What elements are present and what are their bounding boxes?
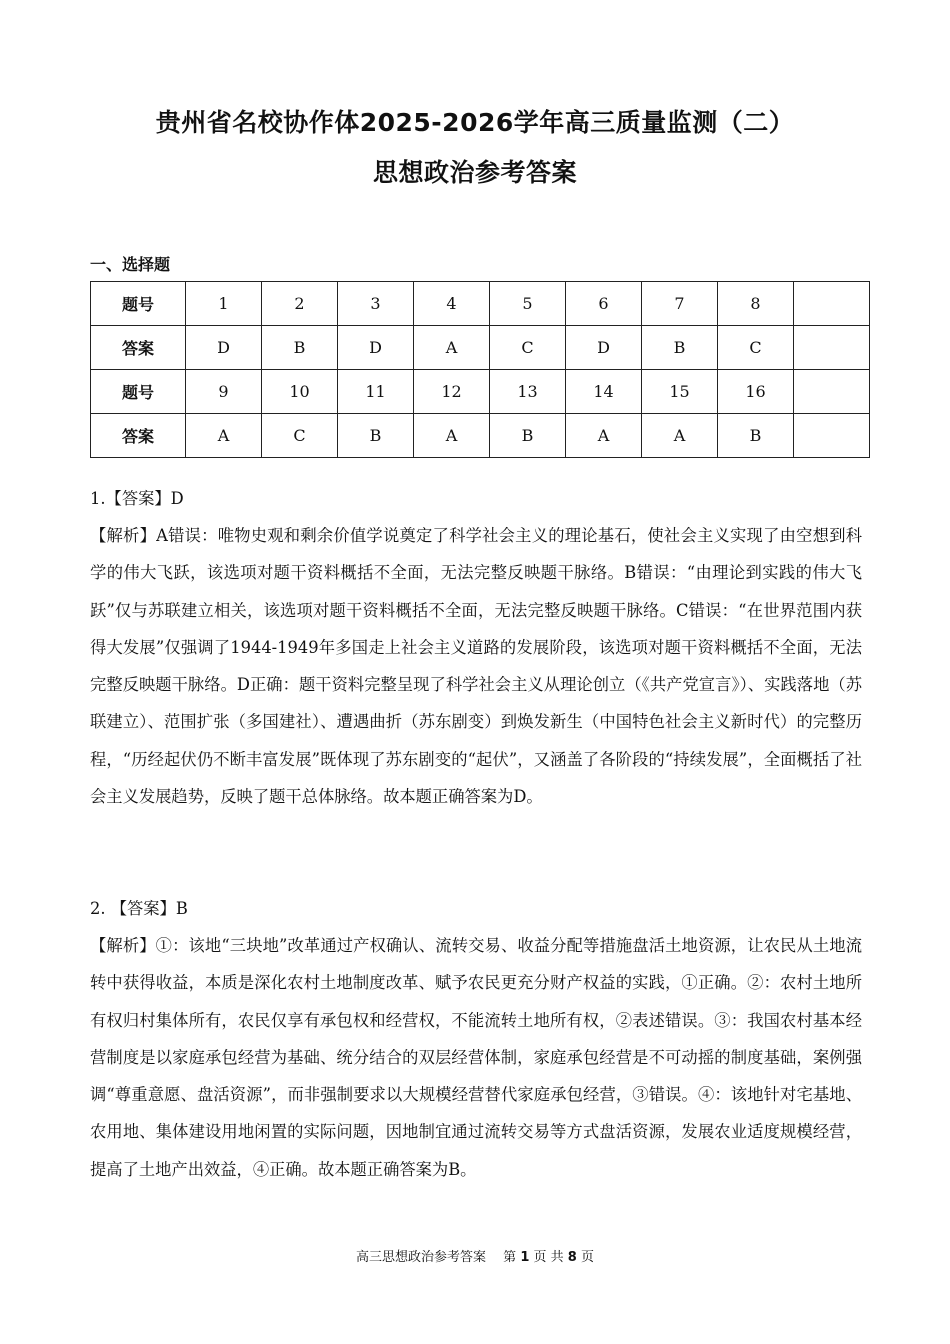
table-cell: B <box>718 414 794 458</box>
table-cell: C <box>718 326 794 370</box>
table-cell: 5 <box>490 282 566 326</box>
q1-analysis: 【解析】A错误：唯物史观和剩余价值学说奠定了科学社会主义的理论基石，使社会主义实现了由空想到科学的伟大飞跃，该选项对题干资料概括不全面，无法完整反映题干脉络。B错误：“由理论到实践的伟大飞跃”仅与苏联建立相关，该选项对题干资料概括不全面，无法完整反映题干脉络。C错误：“在世界范围内获得大发展”仅强调了1944-1949年多国走上社会主义道路的发展阶段，该选项对题干资料概括不全面，无法完整反映题干脉络。D正确：题干资料完整呈现了科学社会主义从理论创立（《共产党宣言》）、实践落地（苏联建立）、范围扩张（多国建社）、遭遇曲折（苏东剧变）到焕发新生（中国特色社会主义新时代）的完整历程，“历经起伏仍不断丰富发展”既体现了苏东剧变的“起伏”，又涵盖了各阶段的“持续发展”，全面概括了社会主义发展趋势，反映了题干总体脉络。故本题正确答案为D。 <box>90 526 862 807</box>
table-cell: A <box>566 414 642 458</box>
document-subtitle: 思想政治参考答案 <box>372 158 577 187</box>
table-cell: 4 <box>414 282 490 326</box>
table-cell: B <box>490 414 566 458</box>
table-row <box>91 282 870 326</box>
table-cell <box>794 370 870 414</box>
table-cell: 14 <box>566 370 642 414</box>
document-title: 贵州省名校协作体2025-2026学年高三质量监测（二） <box>155 108 795 137</box>
table-cell: C <box>490 326 566 370</box>
table-cell: 13 <box>490 370 566 414</box>
table-cell: 7 <box>642 282 718 326</box>
table-cell: A <box>186 414 262 458</box>
q2-answer-line: 2. 【答案】B <box>90 899 188 918</box>
table-cell: 3 <box>338 282 414 326</box>
table-cell: 16 <box>718 370 794 414</box>
table-cell <box>794 414 870 458</box>
page-footer <box>0 1246 950 1265</box>
table-cell: 9 <box>186 370 262 414</box>
table-cell: B <box>262 326 338 370</box>
table-cell: D <box>338 326 414 370</box>
table-cell: 10 <box>262 370 338 414</box>
table-cell: C <box>262 414 338 458</box>
table-cell: 15 <box>642 370 718 414</box>
table-cell: 6 <box>566 282 642 326</box>
table-cell: 11 <box>338 370 414 414</box>
table-cell: D <box>186 326 262 370</box>
table-cell: B <box>642 326 718 370</box>
footer-total-pages: 8 <box>567 1250 577 1265</box>
footer-text: 页 共 <box>529 1250 568 1265</box>
table-cell: 12 <box>414 370 490 414</box>
footer-page-number: 1 <box>520 1250 530 1265</box>
table-cell: 2 <box>262 282 338 326</box>
table-cell: A <box>414 326 490 370</box>
footer-text: 高三思想政治参考答案 第 <box>356 1250 521 1265</box>
row-label: 题号 <box>91 370 186 414</box>
answer-table <box>90 281 870 458</box>
row-label: 答案 <box>91 414 186 458</box>
table-row <box>91 370 870 414</box>
footer-text: 页 <box>576 1250 594 1265</box>
table-cell <box>794 282 870 326</box>
table-row <box>91 414 870 458</box>
table-cell <box>794 326 870 370</box>
table-cell: B <box>338 414 414 458</box>
table-cell: A <box>642 414 718 458</box>
table-cell: 1 <box>186 282 262 326</box>
table-cell: A <box>414 414 490 458</box>
table-cell: D <box>566 326 642 370</box>
table-row <box>91 326 870 370</box>
section-heading: 一、选择题 <box>90 255 171 274</box>
row-label: 题号 <box>91 282 186 326</box>
row-label: 答案 <box>91 326 186 370</box>
q2-analysis: 【解析】①：该地“三块地”改革通过产权确认、流转交易、收益分配等措施盘活土地资源，让农民从土地流转中获得收益，本质是深化农村土地制度改革、赋予农民更充分财产权益的实践，①正确。②：农村土地所有权归村集体所有，农民仅享有承包权和经营权，不能流转土地所有权，②表述错误。③：我国农村基本经营制度是以家庭承包经营为基础、统分结合的双层经营体制，家庭承包经营是不可动摇的制度基础，案例强调“尊重意愿、盘活资源”，而非强制要求以大规模经营替代家庭承包经营，③错误。④：该地针对宅基地、农用地、集体建设用地闲置的实际问题，因地制宜通过流转交易等方式盘活资源，发展农业适度规模经营，提高了土地产出效益，④正确。故本题正确答案为B。 <box>90 936 862 1179</box>
table-cell: 8 <box>718 282 794 326</box>
q1-answer-line: 1.【答案】D <box>90 489 184 508</box>
